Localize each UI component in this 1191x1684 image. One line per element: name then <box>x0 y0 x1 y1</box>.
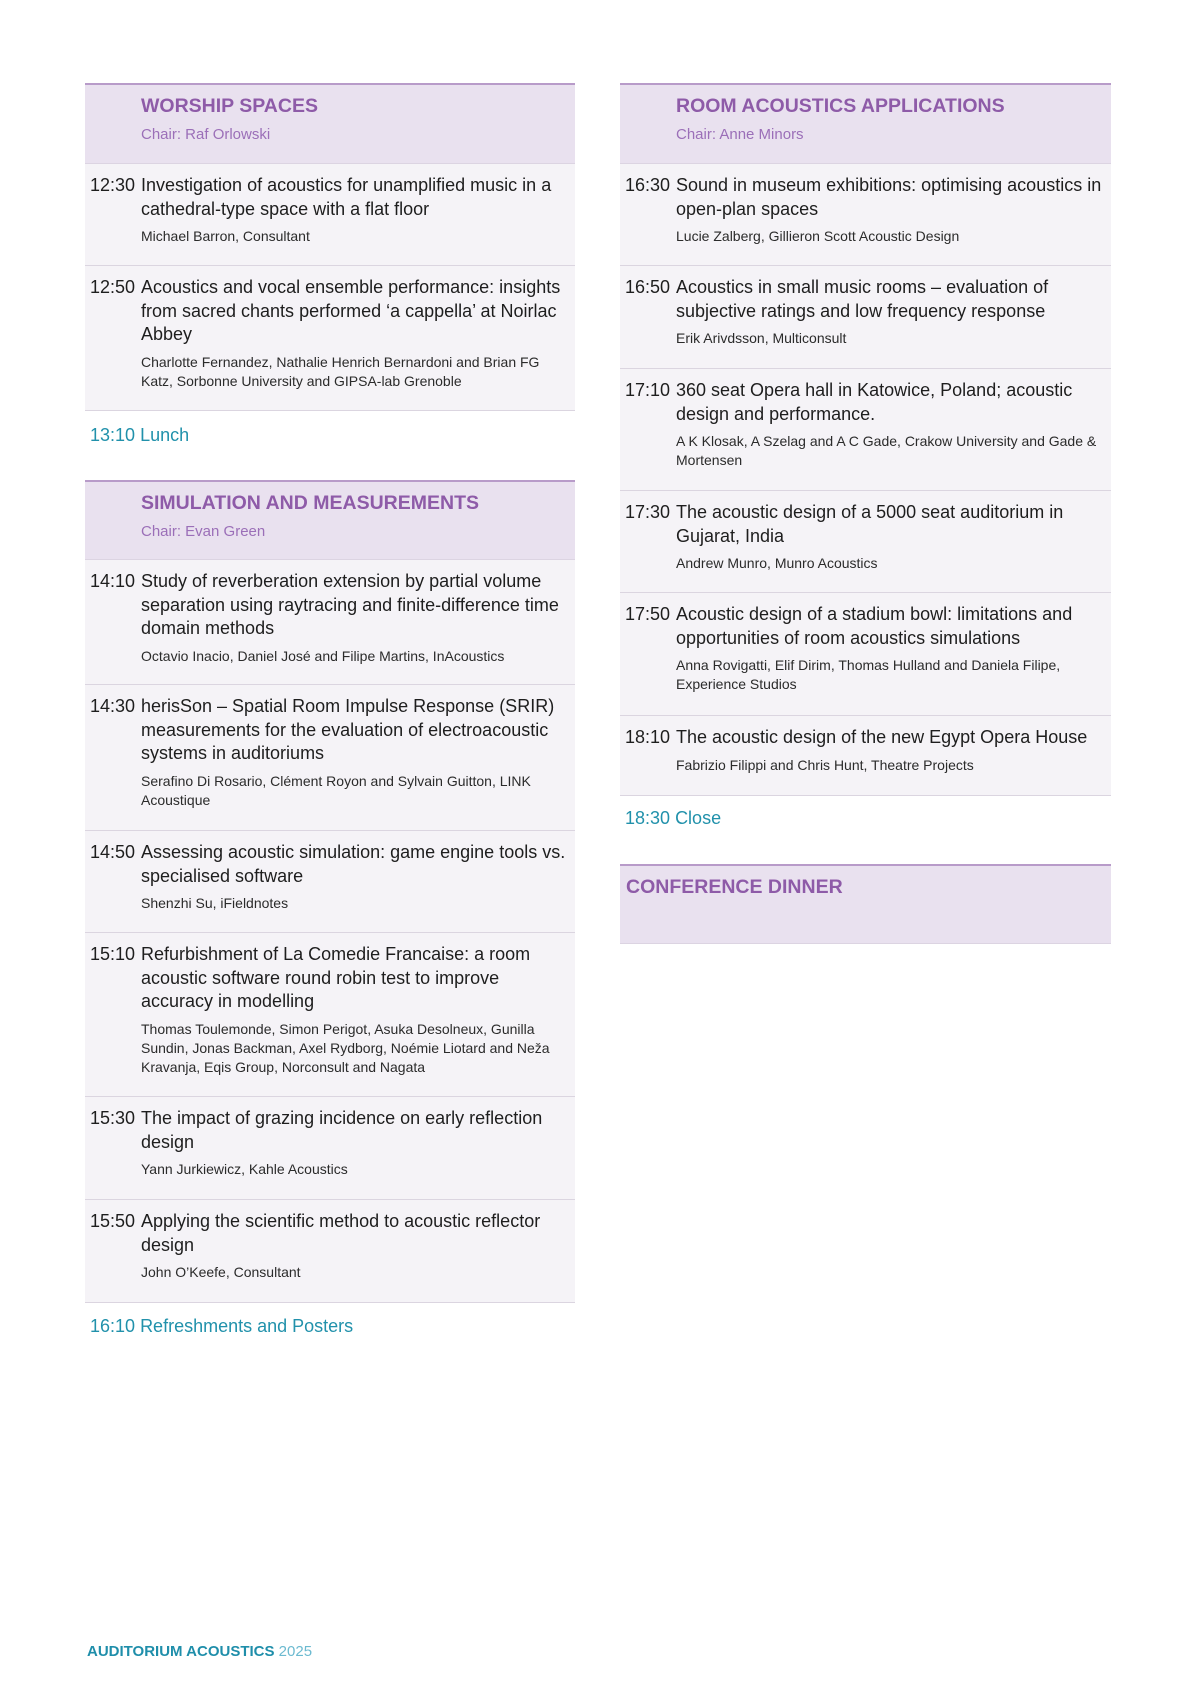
talk-title: herisSon – Spatial Room Impulse Response (SRIR) measurements for the evaluation of electroacoustic systems in auditoriums <box>141 696 555 763</box>
talk-item <box>85 560 575 685</box>
left-column <box>85 83 575 1353</box>
talk-item <box>85 1200 575 1303</box>
talk-title: Study of reverberation extension by partial volume separation using raytracing and finite-difference time domain methods <box>141 571 559 638</box>
talk-time: 17:10 <box>625 380 671 400</box>
talk-title: Acoustic design of a stadium bowl: limitations and opportunities of room acoustics simulations <box>676 604 1073 648</box>
break-label: Refreshments and Posters <box>140 1316 354 1336</box>
break-label: Close <box>675 808 722 828</box>
session-title: ROOM ACOUSTICS APPLICATIONS <box>676 95 1005 117</box>
talk-time: 14:50 <box>90 842 136 862</box>
talk-time: 16:50 <box>625 277 671 297</box>
talk-time: 15:10 <box>90 944 136 964</box>
talk-title: Applying the scientific method to acoustic reflector design <box>141 1211 541 1255</box>
talk-authors: Michael Barron, Consultant <box>141 228 310 244</box>
footer-year: 2025 <box>278 1643 313 1660</box>
talk-item <box>620 491 1111 593</box>
talk-authors: Lucie Zalberg, Gillieron Scott Acoustic Design <box>676 228 960 244</box>
talk-authors: Andrew Munro, Munro Acoustics <box>676 555 878 571</box>
talk-time: 15:30 <box>90 1108 136 1128</box>
talk-time: 15:50 <box>90 1211 136 1231</box>
talk-title: Sound in museum exhibitions: optimising acoustics in open-plan spaces <box>676 175 1102 219</box>
talk-time: 17:50 <box>625 604 671 624</box>
talk-time: 14:10 <box>90 571 136 591</box>
talk-time: 14:30 <box>90 696 136 716</box>
talk-title: The acoustic design of the new Egypt Opera House <box>676 727 1088 747</box>
conference-dinner-title: CONFERENCE DINNER <box>626 876 843 898</box>
break-time: 18:30 <box>625 808 671 828</box>
talk-item <box>620 593 1111 716</box>
talk-item <box>620 164 1111 266</box>
break-time: 13:10 <box>90 425 136 445</box>
talk-time: 12:30 <box>90 175 136 195</box>
talk-authors: Thomas Toulemonde, Simon Perigot, Asuka Desolneux, Gunilla Sundin, Jonas Backman, Axel Rydborg, Noémie Liotard and Neža Kravanja, Eqis Group, Norconsult and Nagata <box>141 1020 550 1075</box>
talk-authors: Octavio Inacio, Daniel José and Filipe Martins, InAcoustics <box>141 647 505 664</box>
talk-title: Acoustics in small music rooms – evaluation of subjective ratings and low frequency response <box>676 277 1049 321</box>
break-close <box>620 796 1111 864</box>
session-chair: Chair: Anne Minors <box>676 126 804 143</box>
talk-title: The impact of grazing incidence on early reflection design <box>141 1108 543 1152</box>
talk-authors: A K Klosak, A Szelag and A C Gade, Crakow University and Gade & Mortensen <box>676 433 1097 468</box>
talk-authors: Serafino Di Rosario, Clément Royon and Sylvain Guitton, LINK Acoustique <box>141 772 531 808</box>
break-lunch <box>85 411 575 480</box>
session-chair: Chair: Raf Orlowski <box>141 126 271 143</box>
talk-item <box>85 831 575 933</box>
break-time: 16:10 <box>90 1316 136 1336</box>
talk-title: Refurbishment of La Comedie Francaise: a room acoustic software round robin test to improve accuracy in modelling <box>141 944 531 1011</box>
talk-item <box>85 164 575 266</box>
session-header-room-acoustics <box>620 83 1111 164</box>
footer-event-name: AUDITORIUM ACOUSTICS <box>87 1643 275 1660</box>
talk-authors: Anna Rovigatti, Elif Dirim, Thomas Hulland and Daniela Filipe, Experience Studios <box>676 657 1061 692</box>
break-label: Lunch <box>140 425 190 445</box>
talk-item <box>85 685 575 831</box>
talk-title: Investigation of acoustics for unamplified music in a cathedral-type space with a flat floor <box>141 175 552 219</box>
right-column <box>620 83 1111 944</box>
session-header-worship <box>85 83 575 164</box>
session-title: WORSHIP SPACES <box>141 95 318 117</box>
page-footer <box>87 1642 312 1662</box>
conference-dinner-box <box>620 864 1111 944</box>
talk-time: 16:30 <box>625 175 671 195</box>
talk-item <box>620 266 1111 369</box>
session-header-simulation <box>85 480 575 560</box>
talk-authors: Erik Arivdsson, Multiconsult <box>676 330 847 346</box>
talk-authors: Yann Jurkiewicz, Kahle Acoustics <box>141 1161 348 1177</box>
talk-title: The acoustic design of a 5000 seat auditorium in Gujarat, India <box>676 502 1064 546</box>
talk-authors: Shenzhi Su, iFieldnotes <box>141 895 289 911</box>
talk-time: 17:30 <box>625 502 671 522</box>
talk-authors: John O’Keefe, Consultant <box>141 1264 301 1280</box>
talk-item <box>620 369 1111 491</box>
talk-authors: Charlotte Fernandez, Nathalie Henrich Bernardoni and Brian FG Katz, Sorbonne University and GIPSA-lab Grenoble <box>141 353 540 389</box>
talk-item <box>85 933 575 1097</box>
talk-item <box>85 266 575 411</box>
talk-title: Assessing acoustic simulation: game engine tools vs. specialised software <box>141 842 566 886</box>
talk-time: 18:10 <box>625 727 671 747</box>
talk-authors: Fabrizio Filippi and Chris Hunt, Theatre Projects <box>676 756 974 773</box>
talk-title: Acoustics and vocal ensemble performance: insights from sacred chants performed ‘a cappella’ at Noirlac Abbey <box>141 277 561 344</box>
break-refreshments <box>85 1303 575 1353</box>
talk-item <box>620 716 1111 796</box>
session-title: SIMULATION AND MEASUREMENTS <box>141 492 479 514</box>
session-chair: Chair: Evan Green <box>141 523 266 540</box>
talk-time: 12:50 <box>90 277 136 297</box>
talk-title: 360 seat Opera hall in Katowice, Poland; acoustic design and performance. <box>676 380 1073 424</box>
talk-item <box>85 1097 575 1200</box>
